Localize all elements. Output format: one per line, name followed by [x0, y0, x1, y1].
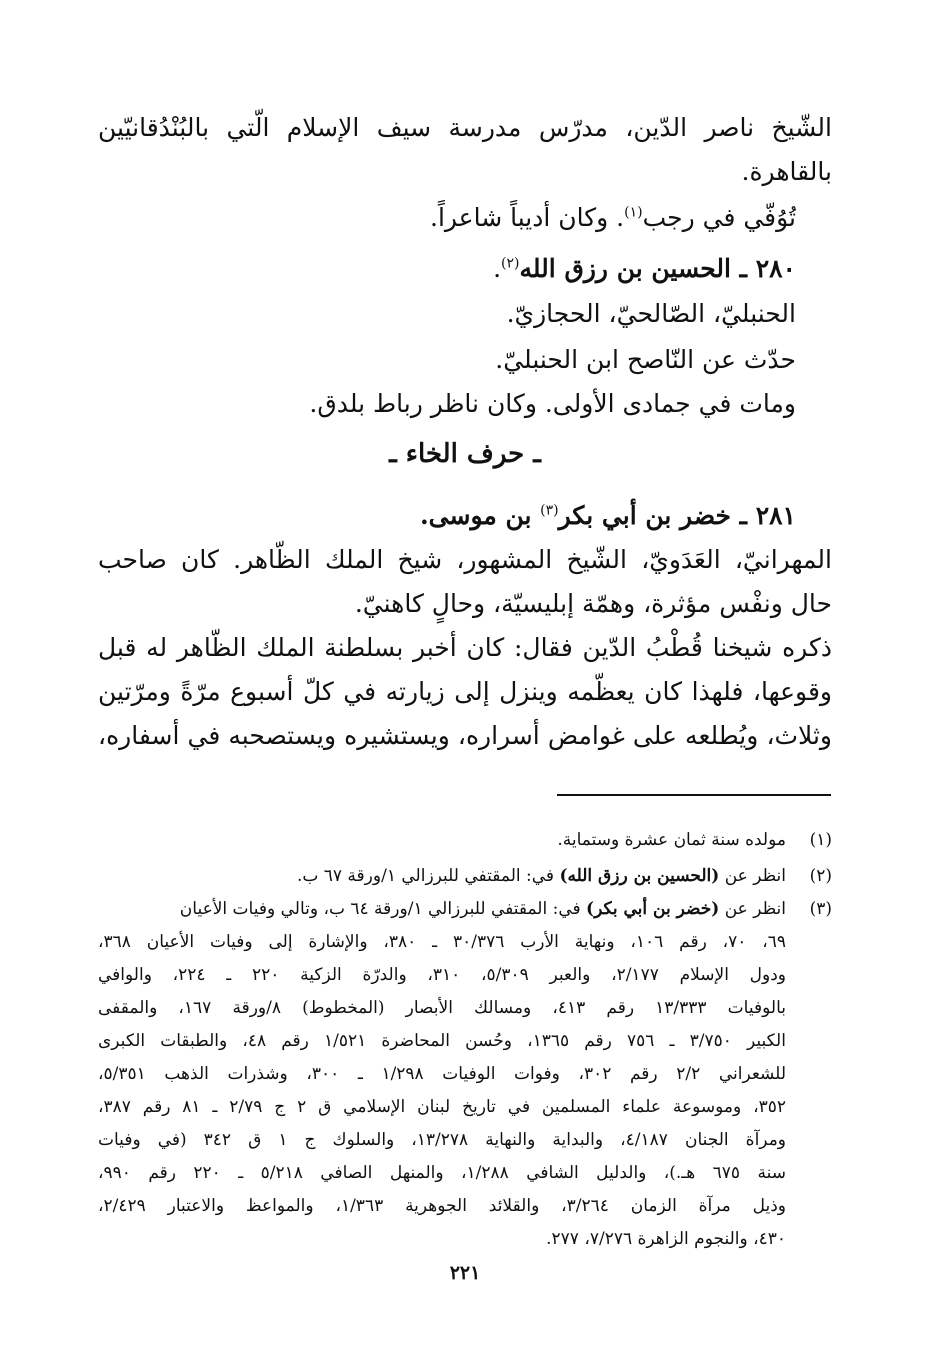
footnote-3-pre: انظر عن — [719, 899, 786, 919]
body-line-10: حال ونفْس مؤثرة، وهمّة إبليسيّة، وحالٍ كاهنيّ. — [354, 589, 832, 618]
body-line-3-text: تُوُفّي في رجب — [642, 203, 796, 232]
body-line-6: حدّث عن النّاصح ابن الحنبليّ. — [495, 345, 796, 374]
entry-280-heading — [98, 247, 796, 291]
footnote-3-line-10: وذيل مرآة الزمان ٣/٢٦٤، والقلائد الجوهرية ١/٣٦٣، والمواعظ والاعتبار ٢/٤٢٩، — [98, 1196, 786, 1216]
footnote-3-line-8: ومرآة الجنان ٤/١٨٧، والبداية والنهاية ١٣/٢٧٨، والسلوك ج ١ ق ٣٤٢ (في وفيات — [98, 1130, 786, 1150]
footnote-1-text: مولده سنة ثمان عشرة وستماية. — [557, 830, 786, 850]
body-line-5: الحنبليّ، الصّالحيّ، الحجازيّ. — [506, 299, 796, 328]
footnote-3-line-6: للشعراني ٢/٢ رقم ٣٠٢، وفوات الوفيات ١/٢٩٨ ـ ٣٠٠، وشذرات الذهب ٥/٣٥١، — [98, 1064, 786, 1084]
footnote-2 — [98, 862, 832, 891]
body-line-7: ومات في جمادى الأولى. وكان ناظر رباط بلدق. — [309, 389, 796, 418]
footnote-3-number: (٣) — [809, 899, 832, 919]
entry-281-title: ٢٨١ ـ خضر بن أبي بكر — [558, 501, 796, 530]
footnote-2-subject: (الحسين بن رزق الله) — [559, 866, 720, 886]
body-line-3-rest: . وكان أديباً شاعراً. — [430, 203, 625, 232]
footnote-ref-1: (١) — [624, 204, 643, 221]
body-line-2: بالقاهرة. — [741, 157, 832, 186]
body-line-3 — [98, 196, 796, 240]
body-line-9: المهرانيّ، العَدَويّ، الشّيخ المشهور، شيخ الملك الظّاهر. كان صاحب — [98, 545, 832, 574]
footnote-ref-3: (٣) — [540, 502, 559, 519]
section-heading: ـ حرف الخاء ـ — [389, 439, 541, 469]
footnote-1-number: (١) — [809, 830, 832, 850]
footnote-2-number: (٢) — [809, 866, 832, 886]
footnote-3-line-9: سنة ٦٧٥ هـ.)، والدليل الشافي ١/٢٨٨، والمنهل الصافي ٥/٢١٨ ـ ٢٢٠ رقم ٩٩٠، — [98, 1163, 786, 1183]
footnote-3-line-5: الكبير ٣/٧٥٠ ـ ٧٥٦ رقم ١٣٦٥، وحُسن المحاضرة ١/٥٢١ رقم ٤٨، والطبقات الكبرى — [98, 1031, 786, 1051]
footnote-2-pre: انظر عن — [719, 866, 786, 886]
footnote-separator — [557, 794, 831, 796]
body-line-13: وثلاث، ويُطلعه على غوامض أسراره، ويستشيره ويستصحبه في أسفاره، — [98, 721, 832, 750]
footnote-3-post: في: المقتفي للبرزالي ١/ورقة ٦٤ ب، وتالي وفيات الأعيان — [179, 899, 587, 919]
footnote-3-subject: (خضر بن أبي بكر) — [586, 899, 720, 919]
footnote-1 — [98, 826, 832, 855]
footnote-2-post: في: المقتفي للبرزالي ١/ورقة ٦٧ ب. — [296, 866, 560, 886]
entry-281-end: بن موسى. — [419, 501, 541, 530]
body-line-12: وقوعها، فلهذا كان يعظّمه وينزل إلى زيارته في كلّ أسبوع مرّةً ومرّتين — [98, 677, 832, 706]
footnote-ref-2: (٢) — [501, 255, 520, 272]
body-line-11: ذكره شيخنا قُطْبُ الدّين فقال: كان أخبر بسلطنة الملك الظّاهر له قبل — [98, 633, 832, 662]
body-line-1: الشّيخ ناصر الدّين، مدرّس مدرسة سيف الإسلام الّتي بالبُنْدُقانيّين — [98, 113, 832, 142]
footnote-3 — [98, 895, 832, 924]
entry-280-end: . — [493, 254, 502, 283]
page-number: ٢٢١ — [449, 1262, 481, 1284]
footnote-3-line-7: ٣٥٢، وموسوعة علماء المسلمين في تاريخ لبنان الإسلامي ق ٢ ج ٢/٧٩ ـ ٨١ رقم ٣٨٧، — [98, 1097, 786, 1117]
footnote-3-line-4: بالوفيات ١٣/٣٣٣ رقم ٤١٣، ومسالك الأبصار (المخطوط) ٨/ورقة ١٦٧، والمقفى — [98, 998, 786, 1018]
footnote-3-line-2: ٦٩، ٧٠، رقم ١٠٦، ونهاية الأرب ٣٠/٣٧٦ ـ ٣٨٠، والإشارة إلى وفيات الأعيان ٣٦٨، — [98, 932, 786, 952]
entry-281-heading — [98, 494, 796, 538]
entry-280-title: ٢٨٠ ـ الحسين بن رزق الله — [519, 254, 796, 283]
footnote-3-line-11: ٤٣٠، والنجوم الزاهرة ٧/٢٧٦، ٢٧٧. — [546, 1229, 786, 1249]
footnote-3-line-3: ودول الإسلام ٢/١٧٧، والعبر ٥/٣٠٩، ٣١٠، والدرّة الزكية ٢٢٠ ـ ٢٢٤، والوافي — [98, 965, 786, 985]
